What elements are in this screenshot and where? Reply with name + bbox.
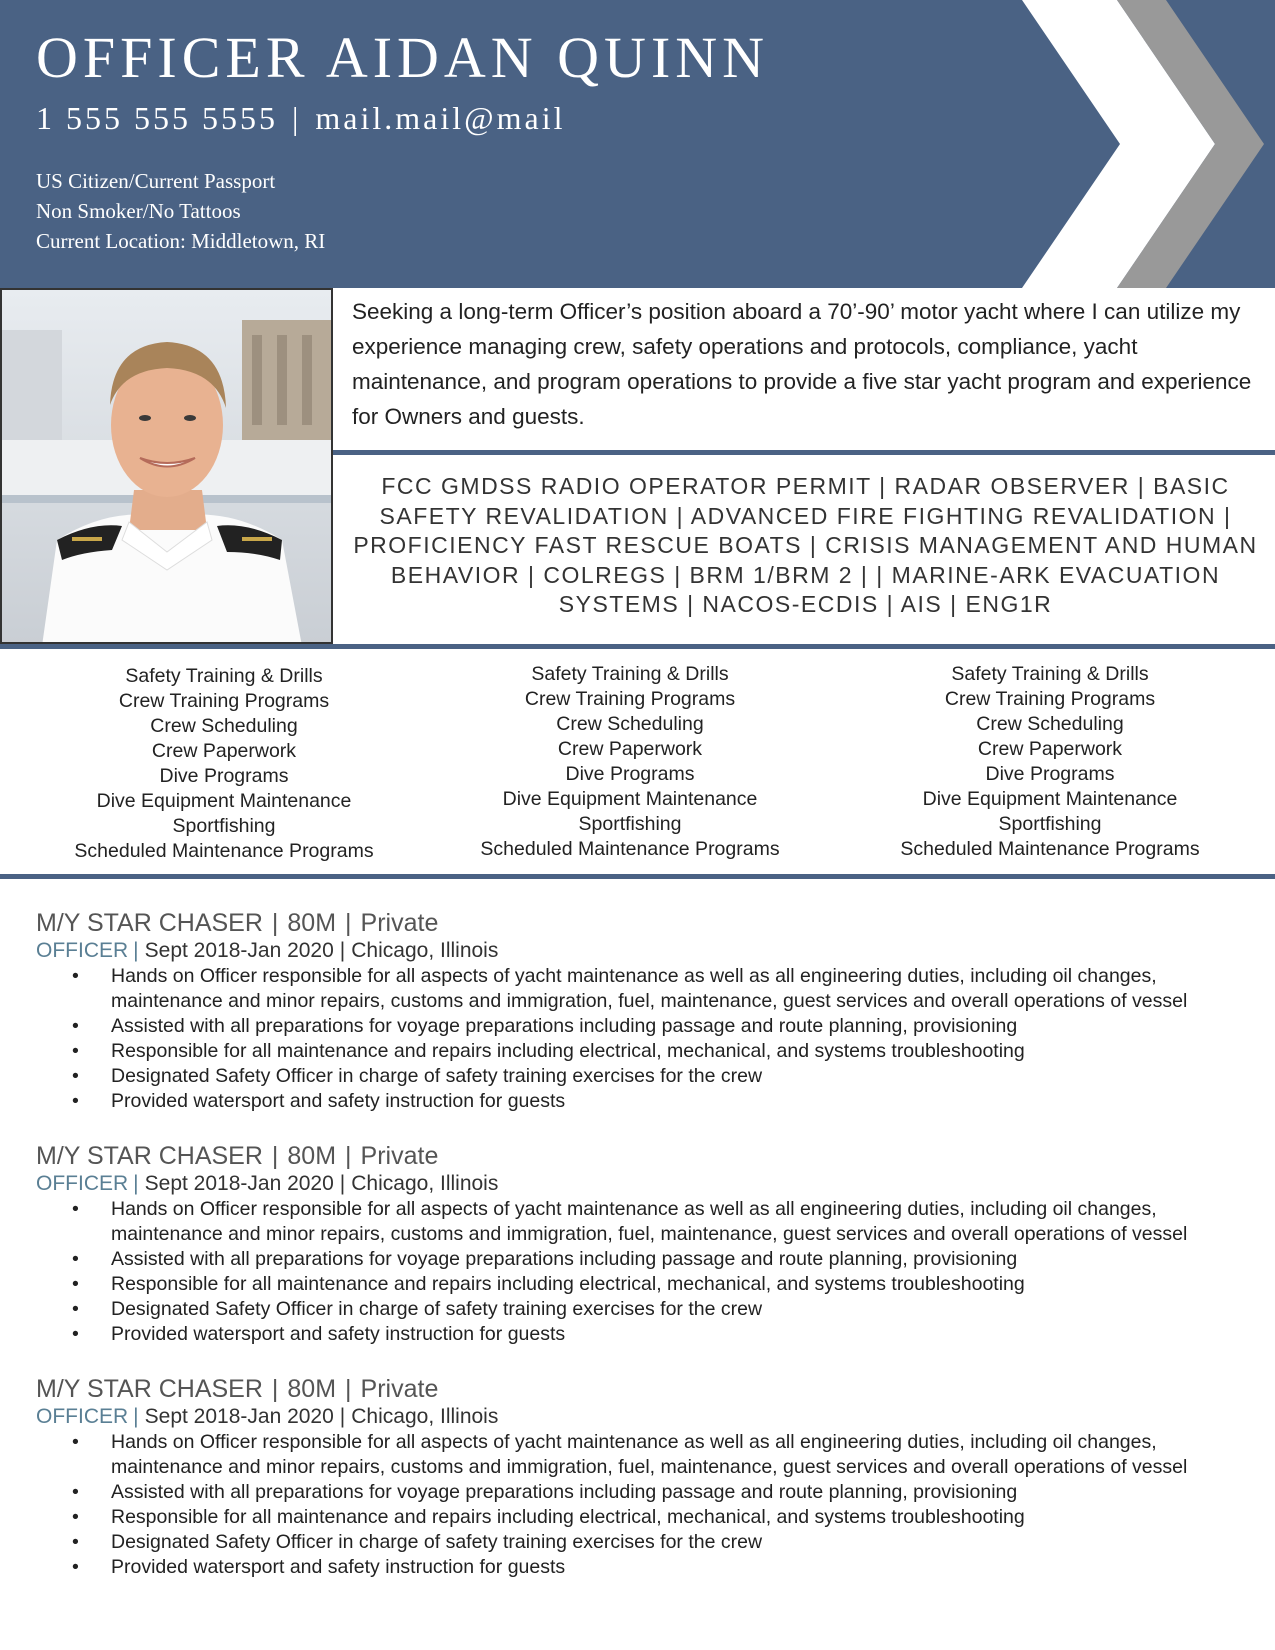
vessel-type: Private: [360, 909, 439, 937]
role-separator: |: [133, 1405, 139, 1428]
skill-item: Crew Paperwork: [977, 738, 1123, 760]
role-line: [36, 1404, 1256, 1430]
experience-entry: [36, 1374, 1256, 1580]
heading-separator: |: [271, 1375, 279, 1403]
duty-item: • Designated Safety Officer in charge of safety training exercises for the crew: [36, 1530, 1256, 1555]
duty-item: • Hands on Officer responsible for all aspects of yacht maintenance as well as all engineering duties, including oil changes, maintenance and minor repairs, customs and immigration, fuel, maintenance, guest services and overall operations of vessel: [36, 1197, 1256, 1247]
skill-item: Crew Scheduling: [150, 715, 298, 737]
duties-list: [36, 1197, 1256, 1347]
divider-rule: [333, 450, 1275, 455]
meta-separator: |: [339, 1405, 346, 1428]
profile-photo: [0, 288, 333, 644]
skill-item: Dive Equipment Maintenance: [96, 790, 352, 812]
vessel-size: 80M: [287, 909, 337, 937]
vessel-name: M/Y STAR CHASER: [36, 1375, 263, 1403]
duty-item: • Responsible for all maintenance and repairs including electrical, mechanical, and systems troubleshooting: [36, 1272, 1256, 1297]
certifications-line: FCC GMDSS RADIO OPERATOR PERMIT | RADAR OBSERVER | BASIC: [381, 473, 1230, 499]
divider-rule: [0, 874, 1275, 879]
vessel-size: 80M: [287, 1142, 337, 1170]
duties-list: [36, 964, 1256, 1114]
skill-item: Crew Scheduling: [976, 713, 1124, 735]
objective-statement: Seeking a long-term Officer’s position aboard a 70’-90’ motor yacht where I can utilize my experience managing crew, safety operations and protocols, compliance, yacht maintenance, and program operations to provide a five star yacht program and experience for Owners and guests.: [352, 299, 1252, 429]
certifications-line: BEHAVIOR | COLREGS | BRM 1/BRM 2 | | MARINE-ARK EVACUATION: [390, 561, 1221, 588]
duty-item: • Assisted with all preparations for voyage preparations including passage and route planning, provisioning: [36, 1480, 1256, 1505]
role-separator: |: [133, 939, 139, 962]
vessel-heading: [36, 1374, 1256, 1404]
duty-item: • Designated Safety Officer in charge of safety training exercises for the crew: [36, 1064, 1256, 1089]
meta-separator: |: [339, 939, 346, 962]
header-banner: [0, 0, 1275, 288]
role-separator: |: [133, 1172, 139, 1195]
skill-item: Safety Training & Drills: [125, 665, 323, 687]
certifications-block: [336, 472, 1275, 620]
skill-item: Dive Programs: [159, 765, 289, 787]
certifications-line: SAFETY REVALIDATION | ADVANCED FIRE FIGHTING REVALIDATION |: [379, 502, 1232, 529]
vessel-heading: [36, 908, 1256, 938]
skill-item: Sportfishing: [172, 815, 276, 837]
vessel-size: 80M: [287, 1375, 337, 1403]
detail-citizenship: US Citizen/Current Passport: [36, 169, 276, 193]
skill-item: Crew Scheduling: [556, 713, 704, 735]
email-address: mail.mail@mail: [315, 100, 566, 136]
skill-item: Crew Training Programs: [944, 688, 1156, 710]
skills-column-3: [840, 662, 1260, 862]
experience-entry: [36, 1141, 1256, 1347]
role-line: [36, 1171, 1256, 1197]
job-location: Chicago, Illinois: [351, 1172, 499, 1195]
duty-item: • Provided watersport and safety instruction for guests: [36, 1322, 1256, 1347]
vessel-heading: [36, 1141, 1256, 1171]
duty-item: • Responsible for all maintenance and repairs including electrical, mechanical, and systems troubleshooting: [36, 1039, 1256, 1064]
detail-smoker-tattoos: Non Smoker/No Tattoos: [36, 199, 241, 223]
employment-dates: Sept 2018-Jan 2020: [144, 939, 334, 962]
skill-item: Sportfishing: [998, 813, 1102, 835]
heading-separator: |: [345, 909, 352, 937]
heading-separator: |: [271, 909, 279, 937]
skill-item: Dive Programs: [565, 763, 695, 785]
duty-item: • Hands on Officer responsible for all aspects of yacht maintenance as well as all engineering duties, including oil changes, maintenance and minor repairs, customs and immigration, fuel, maintenance, guest services and overall operations of vessel: [36, 1430, 1256, 1480]
heading-separator: |: [345, 1375, 352, 1403]
vessel-type: Private: [360, 1375, 439, 1403]
role-title: OFFICER: [36, 1172, 129, 1195]
background-yacht: [2, 330, 62, 450]
duty-item: • Responsible for all maintenance and repairs including electrical, mechanical, and systems troubleshooting: [36, 1505, 1256, 1530]
role-title: OFFICER: [36, 1405, 129, 1428]
skill-item: Safety Training & Drills: [951, 663, 1149, 685]
duty-item: • Provided watersport and safety instruction for guests: [36, 1555, 1256, 1580]
vessel-type: Private: [360, 1142, 439, 1170]
employment-dates: Sept 2018-Jan 2020: [144, 1405, 334, 1428]
duty-item: • Assisted with all preparations for voyage preparations including passage and route planning, provisioning: [36, 1247, 1256, 1272]
skill-item: Crew Paperwork: [557, 738, 703, 760]
skill-item: Crew Training Programs: [524, 688, 736, 710]
personal-details: [36, 166, 325, 256]
skill-item: Scheduled Maintenance Programs: [900, 838, 1200, 860]
certifications-line: PROFICIENCY FAST RESCUE BOATS | CRISIS MANAGEMENT AND HUMAN: [353, 532, 1258, 558]
role-line: [36, 938, 1256, 964]
skills-column-1: [14, 664, 434, 864]
skill-item: Crew Paperwork: [151, 740, 297, 762]
skill-item: Dive Programs: [985, 763, 1115, 785]
skill-item: Sportfishing: [578, 813, 682, 835]
skill-item: Scheduled Maintenance Programs: [480, 838, 780, 860]
heading-separator: |: [271, 1142, 279, 1170]
skill-item: Dive Equipment Maintenance: [502, 788, 758, 810]
experience-entry: [36, 908, 1256, 1114]
skill-item: Crew Training Programs: [118, 690, 330, 712]
duty-item: • Provided watersport and safety instruction for guests: [36, 1089, 1256, 1114]
skills-column-2: [420, 662, 840, 862]
vessel-name: M/Y STAR CHASER: [36, 909, 263, 937]
job-location: Chicago, Illinois: [351, 939, 499, 962]
duty-item: • Designated Safety Officer in charge of safety training exercises for the crew: [36, 1297, 1256, 1322]
meta-separator: |: [339, 1172, 346, 1195]
duty-item: • Hands on Officer responsible for all aspects of yacht maintenance as well as all engineering duties, including oil changes, maintenance and minor repairs, customs and immigration, fuel, maintenance, guest services and overall operations of vessel: [36, 964, 1256, 1014]
skill-item: Dive Equipment Maintenance: [922, 788, 1178, 810]
contact-separator: |: [292, 100, 302, 136]
candidate-name: OFFICER AIDAN QUINN: [36, 25, 770, 90]
divider-rule: [0, 644, 1275, 649]
certifications-line: SYSTEMS | NACOS-ECDIS | AIS | ENG1R: [558, 591, 1053, 617]
vessel-name: M/Y STAR CHASER: [36, 1142, 263, 1170]
job-location: Chicago, Illinois: [351, 1405, 499, 1428]
duty-item: • Assisted with all preparations for voyage preparations including passage and route planning, provisioning: [36, 1014, 1256, 1039]
employment-dates: Sept 2018-Jan 2020: [144, 1172, 334, 1195]
detail-location: Current Location: Middletown, RI: [36, 229, 326, 253]
skill-item: Scheduled Maintenance Programs: [74, 840, 374, 862]
role-title: OFFICER: [36, 939, 129, 962]
heading-separator: |: [345, 1142, 352, 1170]
skills-section: [0, 662, 1275, 872]
duties-list: [36, 1430, 1256, 1580]
contact-line: [36, 100, 566, 137]
phone-number: 1 555 555 5555: [36, 100, 278, 136]
skill-item: Safety Training & Drills: [531, 663, 729, 685]
